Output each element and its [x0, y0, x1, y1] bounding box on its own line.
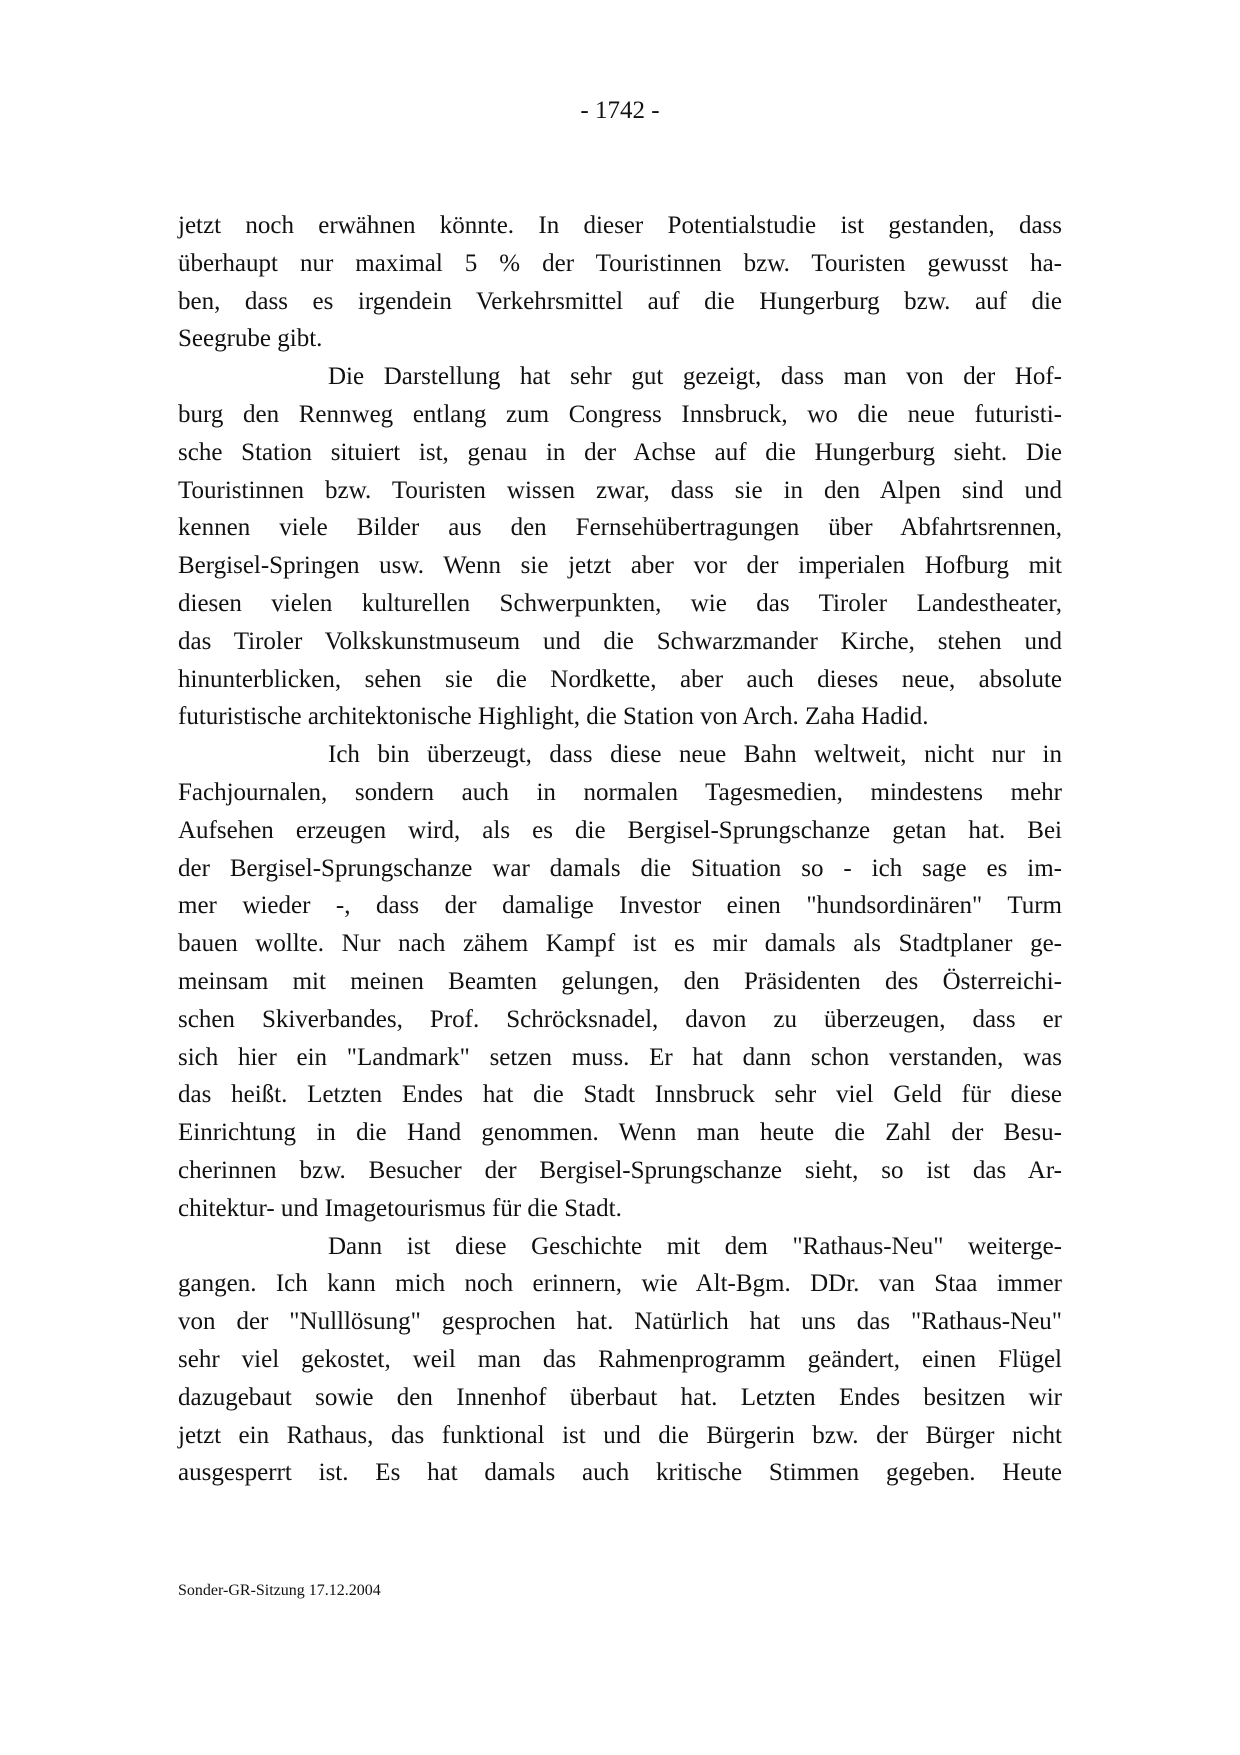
text-line: jetzt noch erwähnen könnte. In dieser Potentialstudie ist gestanden, dass: [178, 212, 1062, 239]
text-line: chitektur- und Imagetourismus für die Stadt.: [178, 1194, 622, 1222]
text-line: Seegrube gibt.: [178, 325, 323, 353]
text-line: Touristinnen bzw. Touristen wissen zwar, dass sie in den Alpen sind und: [178, 476, 1062, 504]
text-line: jetzt ein Rathaus, das funktional ist und die Bürgerin bzw. der Bürger nicht: [178, 1421, 1062, 1449]
text-line: dazugebaut sowie den Innenhof überbaut hat. Letzten Endes besitzen wir: [178, 1383, 1062, 1411]
paragraph: [178, 1228, 1062, 1493]
text-line: sche Station situiert ist, genau in der Achse auf die Hungerburg sieht. Die: [178, 438, 1062, 466]
text-line: bauen wollte. Nur nach zähem Kampf ist es mir damals als Stadtplaner ge-: [178, 930, 1062, 958]
text-line: ausgesperrt ist. Es hat damals auch kritische Stimmen gegeben. Heute: [178, 1459, 1062, 1487]
text-line: sich hier ein "Landmark" setzen muss. Er hat dann schon verstanden, was: [178, 1043, 1062, 1071]
text-line: Fachjournalen, sondern auch in normalen Tagesmedien, mindestens mehr: [178, 778, 1062, 806]
text-line: schen Skiverbandes, Prof. Schröcksnadel, davon zu überzeugen, dass er: [178, 1005, 1062, 1033]
text-line: burg den Rennweg entlang zum Congress Innsbruck, wo die neue futuristi-: [178, 400, 1062, 428]
text-line: Dann ist diese Geschichte mit dem "Rathaus-Neu" weiterge-: [328, 1232, 1062, 1260]
text-line: Einrichtung in die Hand genommen. Wenn man heute die Zahl der Besu-: [178, 1119, 1062, 1147]
text-line: ben, dass es irgendein Verkehrsmittel auf die Hungerburg bzw. auf die: [178, 287, 1062, 315]
body-text: [178, 207, 1062, 1492]
text-line: diesen vielen kulturellen Schwerpunkten, wie das Tiroler Landestheater,: [178, 589, 1062, 617]
text-line: cherinnen bzw. Besucher der Bergisel-Sprungschanze sieht, so ist das Ar-: [178, 1156, 1062, 1184]
footer: Sonder-GR-Sitzung 17.12.2004: [178, 1582, 381, 1599]
text-line: meinsam mit meinen Beamten gelungen, den Präsidenten des Österreichi-: [178, 967, 1062, 995]
text-line: gangen. Ich kann mich noch erinnern, wie Alt-Bgm. DDr. van Staa immer: [178, 1270, 1062, 1298]
text-line: futuristische architektonische Highlight, die Station von Arch. Zaha Hadid.: [178, 703, 929, 731]
text-line: überhaupt nur maximal 5 % der Touristinnen bzw. Touristen gewusst ha-: [178, 249, 1062, 277]
text-line: das Tiroler Volkskunstmuseum und die Schwarzmander Kirche, stehen und: [178, 627, 1062, 655]
paragraph: [178, 207, 1062, 358]
text-line: Ich bin überzeugt, dass diese neue Bahn weltweit, nicht nur in: [328, 741, 1062, 769]
paragraph: [178, 358, 1062, 736]
text-line: Aufsehen erzeugen wird, als es die Bergisel-Sprungschanze getan hat. Bei: [178, 816, 1062, 844]
text-line: Die Darstellung hat sehr gut gezeigt, dass man von der Hof-: [328, 363, 1062, 391]
page-number: - 1742 -: [580, 97, 660, 124]
paragraph: [178, 736, 1062, 1227]
text-line: mer wieder -, dass der damalige Investor einen "hundsordinären" Turm: [178, 892, 1062, 920]
text-line: sehr viel gekostet, weil man das Rahmenprogramm geändert, einen Flügel: [178, 1345, 1062, 1373]
text-line: Bergisel-Springen usw. Wenn sie jetzt aber vor der imperialen Hofburg mit: [178, 552, 1062, 580]
text-line: von der "Nulllösung" gesprochen hat. Natürlich hat uns das "Rathaus-Neu": [178, 1308, 1062, 1336]
text-line: hinunterblicken, sehen sie die Nordkette, aber auch dieses neue, absolute: [178, 665, 1062, 693]
text-line: der Bergisel-Sprungschanze war damals die Situation so - ich sage es im-: [178, 854, 1062, 882]
text-line: das heißt. Letzten Endes hat die Stadt Innsbruck sehr viel Geld für diese: [178, 1081, 1062, 1109]
text-line: kennen viele Bilder aus den Fernsehübertragungen über Abfahrtsrennen,: [178, 514, 1062, 542]
